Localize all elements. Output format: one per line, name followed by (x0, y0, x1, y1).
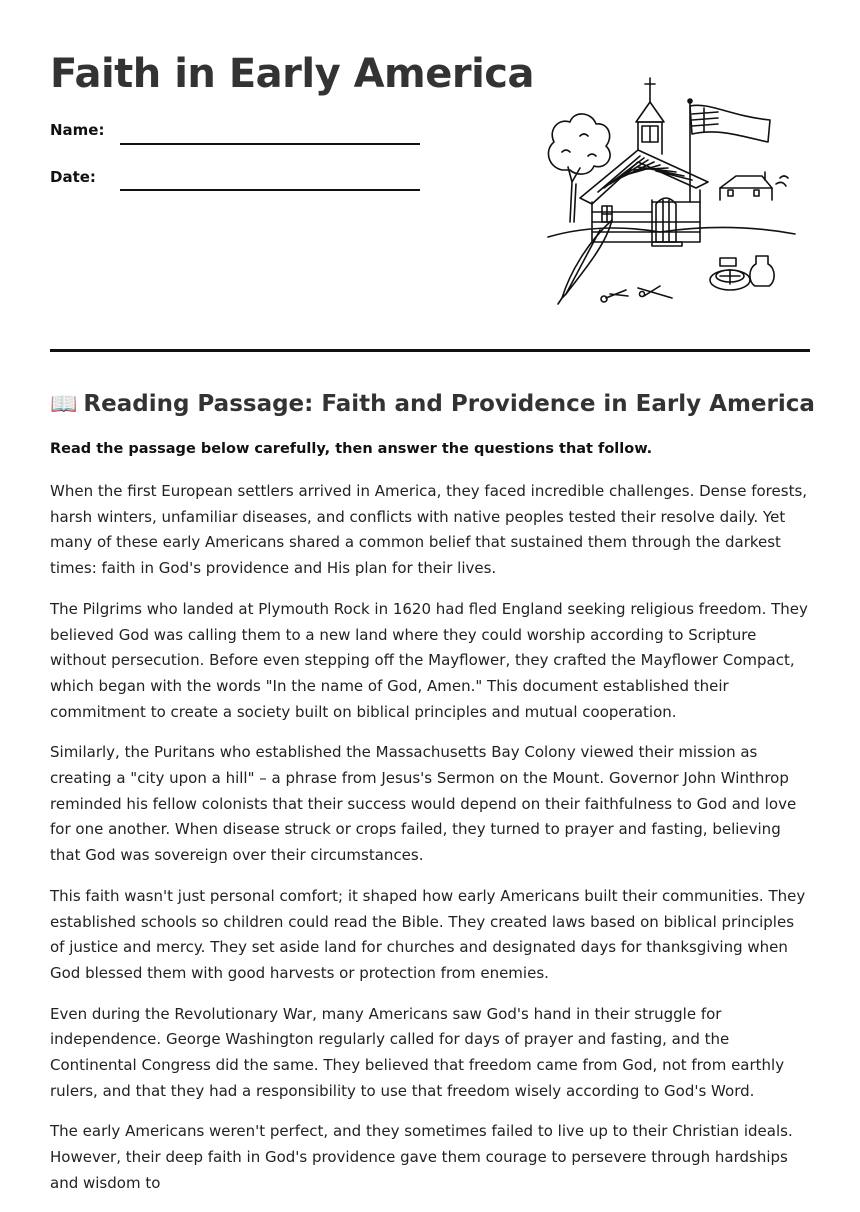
passage-paragraph: Even during the Revolutionary War, many Americans saw God's hand in their struggle for independence. George Washington regularly called for days of prayer and fasting, and the Continental Congress did the same. They believed that freedom came from God, not from earthly rulers, and that they had a responsibility to use that freedom wisely according to God's Word. (50, 1004, 785, 1100)
name-label: Name: (50, 121, 105, 139)
colonial-church-illustration (540, 72, 800, 306)
tree (548, 114, 610, 222)
passage-instructions: Read the passage below carefully, then answer the questions that follow. (50, 441, 653, 457)
date-field[interactable] (120, 189, 420, 191)
date-label: Date: (50, 168, 96, 186)
passage-paragraph: This faith wasn't just personal comfort; it shaped how early Americans built their communities. They established schools so children could read the Bible. They created laws based on biblical principles of justice and mercy. They set aside land for churches and designated days for thanksgiving when God blessed them with good harvests or protection from enemies. (50, 886, 806, 982)
passage-paragraph: Similarly, the Puritans who established the Massachusetts Bay Colony viewed their mission as creating a "city upon a hill" – a phrase from Jesus's Sermon on the Mount. Governor John Winthrop reminded his fellow colonists that their success would depend on their faithfulness to God and love for one another. When disease struck or crops failed, they turned to prayer and fasting, believing that God was sovereign over their circumstances. (50, 743, 797, 865)
passage-paragraph: When the first European settlers arrived in America, they faced incredible challenges. Dense forests, harsh winters, unfamiliar diseases, and conflicts with native peoples tested their resolve daily. Yet many of these early Americans shared a common belief that sustained them through the darkest times: faith in God's providence and His plan for their lives. (50, 482, 808, 578)
scissors (601, 286, 672, 302)
passage-paragraph: The early Americans weren't perfect, and they sometimes failed to live up to their Christian ideals. However, their deep faith in God's providence gave them courage to persevere through hardships and wisdom to (50, 1122, 793, 1192)
inkwell (710, 256, 774, 290)
worksheet-title: Faith in Early America (50, 51, 534, 97)
name-field[interactable] (120, 143, 420, 145)
passage-heading (50, 389, 815, 420)
reading-passage (50, 479, 812, 1212)
book-icon: 📖 (50, 392, 78, 417)
section-divider (50, 349, 810, 352)
passage-heading-text: Reading Passage: Faith and Providence in Early America (83, 391, 815, 417)
small-house (720, 172, 788, 200)
passage-paragraph: The Pilgrims who landed at Plymouth Rock in 1620 had fled England seeking religious freedom. They believed God was calling them to a new land where they could worship according to Scripture without persecution. Before even stepping off the Mayflower, they crafted the Mayflower Compact, which began with the words "In the name of God, Amen." This document established their commitment to create a society built on biblical principles and mutual cooperation. (50, 599, 808, 721)
